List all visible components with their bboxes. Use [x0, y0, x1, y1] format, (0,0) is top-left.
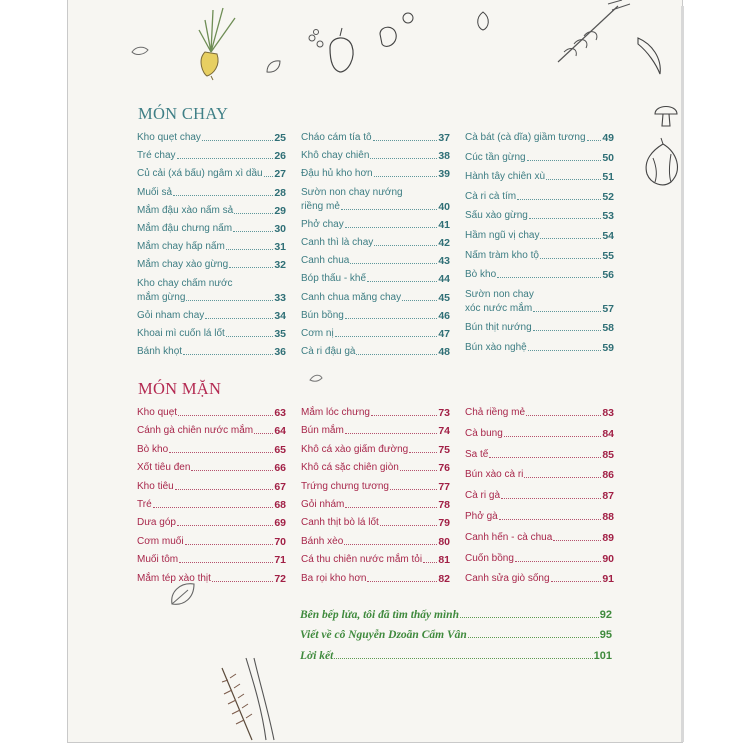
toc-page-number: 46 [438, 309, 450, 322]
toc-entry-title: Cà bát (cà dĩa) giầm tương [465, 132, 586, 143]
toc-entry-title: Sa tế [465, 448, 489, 460]
toc-entry[interactable] [137, 481, 286, 493]
toc-page-number: 69 [274, 517, 286, 530]
chili-doodle [634, 34, 668, 78]
toc-page-number: 85 [602, 448, 614, 461]
leader-dots [341, 209, 437, 210]
toc-entry[interactable] [465, 322, 614, 334]
leader-dots [468, 637, 599, 638]
toc-page-number: 42 [438, 237, 450, 249]
toc-page-number: 55 [602, 249, 614, 262]
leader-dots [489, 457, 601, 458]
toc-entry-title: Cánh gà chiên nước mắm [137, 425, 254, 437]
toc-entry-title: Sườn non chay nướng [301, 186, 403, 198]
toc-entry[interactable] [137, 223, 286, 235]
toc-entry[interactable] [465, 269, 614, 281]
toc-page-number: 67 [274, 480, 286, 493]
leader-dots [344, 544, 437, 545]
toc-entry[interactable] [301, 462, 450, 474]
rosemary-doodle [218, 654, 288, 743]
herbs-doodle [548, 0, 638, 70]
toc-entry-title-cont: xóc nước mắm [465, 302, 533, 314]
leader-dots [524, 477, 601, 478]
leader-dots [367, 281, 437, 282]
toc-entry[interactable] [301, 219, 450, 231]
toc-entry-title: Trứng chưng tương [301, 480, 389, 492]
toc-entry-title: Canh chua [301, 255, 350, 267]
toc-entry[interactable] [465, 342, 614, 354]
toc-entry[interactable] [465, 230, 614, 242]
toc-entry[interactable] [137, 241, 286, 253]
toc-entry[interactable] [301, 554, 450, 566]
toc-entry[interactable] [301, 481, 450, 493]
toc-entry-title: Mắm chay xào gừng [137, 259, 229, 271]
toc-page-number: 26 [274, 150, 286, 163]
toc-page-number: 30 [274, 223, 286, 235]
toc-entry[interactable] [137, 462, 286, 474]
toc-page-number: 41 [438, 218, 450, 231]
toc-page-number: 59 [602, 342, 614, 354]
vegetables-doodle [300, 8, 420, 78]
toc-entry[interactable] [137, 407, 286, 419]
leader-dots [517, 199, 601, 200]
section-title-man: MÓN MẶN [138, 379, 222, 398]
toc-entry[interactable] [465, 449, 614, 461]
toc-entry-title: Khoai mì cuốn lá lốt [137, 328, 225, 339]
leader-dots [177, 158, 274, 159]
leader-dots [226, 249, 273, 250]
toc-entry[interactable] [137, 328, 286, 340]
toc-entry[interactable] [301, 328, 450, 340]
toc-page-number: 52 [602, 190, 614, 203]
toc-entry[interactable] [301, 536, 450, 548]
leader-dots [229, 267, 273, 268]
leader-dots [460, 617, 599, 618]
extra-entry[interactable] [300, 629, 612, 641]
extra-title: Lời kết [300, 650, 334, 662]
leader-dots [205, 318, 273, 319]
toc-page-number: 87 [602, 490, 614, 503]
toc-entry-title: Củ cải (xá bấu) ngâm xì dầu [137, 168, 263, 180]
toc-entry[interactable] [465, 407, 614, 419]
leader-dots [373, 140, 438, 141]
toc-entry-title: Chả riềng mẻ [465, 407, 526, 418]
toc-page-number: 35 [274, 328, 286, 340]
toc-page-number: 68 [274, 499, 286, 511]
toc-entry[interactable] [465, 191, 614, 203]
toc-entry[interactable] [301, 201, 450, 213]
toc-page-number: 56 [602, 269, 614, 282]
toc-entry[interactable] [465, 250, 614, 262]
toc-entry[interactable] [465, 532, 614, 544]
toc-entry-title: Kho tiêu [137, 480, 174, 492]
toc-entry[interactable] [301, 255, 450, 267]
toc-page-number: 58 [602, 322, 614, 335]
toc-page-number: 81 [438, 554, 450, 567]
leader-dots [540, 238, 601, 239]
leader-dots [183, 354, 273, 355]
leader-dots [175, 489, 274, 490]
toc-page-number: 38 [438, 150, 450, 163]
leader-dots [587, 140, 602, 141]
toc-entry-title: Kho chay chấm nước [137, 277, 233, 289]
toc-entry-title: Cá thu chiên nước mắm tỏi [301, 554, 423, 566]
leader-dots [526, 415, 601, 416]
toc-entry-title: Cơm nị [301, 328, 334, 339]
toc-entry-title: Mắm tép xào thịt [137, 572, 211, 584]
toc-page-number: 71 [274, 554, 286, 567]
toc-entry[interactable] [301, 150, 450, 162]
toc-page-number: 65 [274, 443, 286, 456]
toc-page-number: 77 [438, 480, 450, 493]
toc-entry-title: Mắm đậu xào nấm sả [137, 204, 234, 216]
leaf-doodle-3 [473, 10, 493, 32]
toc-entry-title: Muối sả [137, 186, 173, 198]
leader-dots [178, 415, 273, 416]
toc-entry[interactable] [301, 132, 450, 144]
toc-page-number: 90 [602, 552, 614, 565]
toc-entry-title: Bò kho [465, 269, 497, 281]
toc-entry-title: Khô cá sặc chiên giòn [301, 462, 399, 474]
book-page [67, 0, 683, 743]
toc-entry-title: Sườn non chay [465, 288, 534, 300]
toc-page-number: 34 [274, 309, 286, 322]
toc-entry[interactable] [137, 499, 286, 511]
toc-page-number: 47 [438, 328, 450, 340]
leaf-doodle-2 [264, 58, 284, 76]
leader-dots [546, 179, 601, 180]
toc-entry-title: Bún bồng [301, 309, 344, 321]
toc-entry[interactable] [137, 132, 286, 144]
toc-entry-title: Canh thì là chay [301, 237, 374, 248]
toc-entry[interactable] [137, 310, 286, 322]
leader-dots [402, 300, 437, 301]
leader-dots [370, 158, 437, 159]
extra-page: 95 [599, 629, 612, 641]
toc-entry-title: Cháo cám tía tô [301, 132, 372, 143]
leader-dots [234, 213, 273, 214]
toc-entry-title: Khô chay chiên [301, 150, 370, 162]
toc-entry-title: Bò kho [137, 443, 169, 455]
toc-entry-title: Bánh khọt [137, 346, 183, 358]
toc-entry[interactable] [137, 168, 286, 180]
section-title-chay: MÓN CHAY [138, 104, 229, 123]
toc-entry-title: Bún thịt nướng [465, 322, 532, 334]
toc-entry-title: Cà bung [465, 427, 503, 439]
toc-entry[interactable] [301, 444, 450, 456]
toc-entry[interactable] [301, 407, 450, 419]
toc-page-number: 48 [438, 346, 450, 359]
toc-entry[interactable] [137, 205, 286, 217]
toc-page-number: 73 [438, 407, 450, 419]
toc-entry-title: Tré [137, 499, 152, 510]
leader-dots [529, 218, 601, 219]
toc-entry-title: Bún xào cà ri [465, 469, 524, 481]
toc-entry-title: Cà ri đậu gà [301, 346, 356, 358]
toc-page-number: 33 [274, 291, 286, 304]
toc-entry-title: Bánh xèo [301, 535, 344, 547]
toc-entry-title: Bún xào nghệ [465, 342, 527, 353]
toc-page-number: 72 [274, 572, 286, 585]
toc-entry-title: Cuốn bồng [465, 552, 514, 564]
toc-entry[interactable] [137, 346, 286, 358]
toc-entry[interactable] [465, 490, 614, 502]
toc-entry[interactable] [465, 303, 614, 315]
toc-entry[interactable] [465, 132, 614, 144]
toc-page-number: 27 [274, 168, 286, 181]
toc-entry-title: Kho quẹt [137, 407, 178, 418]
toc-page-number: 89 [602, 531, 614, 544]
toc-page-number: 37 [438, 132, 450, 144]
leader-dots [202, 140, 273, 141]
toc-entry-line1 [465, 289, 614, 301]
toc-entry-title: Khô cá xào giấm đường [301, 443, 409, 455]
toc-page-number: 74 [438, 425, 450, 438]
toc-entry-title: Gỏi nham chay [137, 309, 205, 321]
toc-entry[interactable] [137, 292, 286, 304]
toc-page-number: 76 [438, 462, 450, 475]
leader-dots [533, 311, 601, 312]
toc-entry[interactable] [137, 150, 286, 162]
toc-page-number: 83 [602, 407, 614, 419]
toc-entry-title: Hầm ngũ vị chay [465, 230, 540, 241]
leader-dots [501, 498, 601, 499]
leader-dots [374, 176, 438, 177]
toc-entry[interactable] [137, 536, 286, 548]
toc-entry[interactable] [465, 469, 614, 481]
leader-dots [497, 277, 601, 278]
toc-page-number: 91 [602, 573, 614, 586]
leader-dots [409, 452, 437, 453]
toc-page-number: 84 [602, 427, 614, 440]
toc-entry-title: Xốt tiêu đen [137, 462, 191, 474]
leader-dots [499, 519, 602, 520]
toc-page-number: 70 [274, 535, 286, 548]
toc-entry[interactable] [137, 187, 286, 199]
toc-entry-title: Gỏi nhám [301, 499, 345, 510]
leader-dots [356, 354, 437, 355]
leader-dots [553, 540, 601, 541]
leader-dots [233, 231, 273, 232]
toc-page-number: 80 [438, 535, 450, 548]
toc-entry-title: Muối tôm [137, 554, 179, 566]
toc-entry[interactable] [465, 171, 614, 183]
toc-page-number: 32 [274, 259, 286, 272]
toc-entry[interactable] [301, 292, 450, 304]
leader-dots [551, 581, 602, 582]
toc-page-number: 54 [602, 230, 614, 242]
toc-entry-line1 [301, 187, 450, 199]
toc-page-number: 50 [602, 151, 614, 164]
leader-dots [380, 525, 437, 526]
toc-entry-title-cont: mắm gừng [137, 291, 186, 303]
toc-entry-title: Canh thịt bò lá lốt [301, 517, 379, 529]
toc-page-number: 28 [274, 186, 286, 199]
toc-entry[interactable] [301, 425, 450, 437]
leader-dots [350, 263, 437, 264]
toc-page-number: 64 [274, 425, 286, 438]
toc-entry[interactable] [301, 237, 450, 249]
toc-entry[interactable] [301, 168, 450, 180]
toc-entry-title-cont: riềng mẻ [301, 200, 340, 212]
mushroom-doodle [651, 100, 681, 130]
leader-dots [177, 525, 273, 526]
toc-entry[interactable] [301, 310, 450, 322]
leader-dots [515, 561, 601, 562]
toc-page-number: 31 [274, 241, 286, 254]
leader-dots [335, 336, 438, 337]
leader-dots [226, 336, 273, 337]
leader-dots [169, 452, 273, 453]
toc-page-number: 40 [438, 200, 450, 213]
toc-entry-title: Ba rọi kho hơn [301, 572, 367, 584]
toc-entry-title: Đậu hủ kho hơn [301, 168, 373, 180]
leader-dots [191, 470, 273, 471]
toc-entry-line1 [137, 278, 286, 290]
toc-entry[interactable] [137, 554, 286, 566]
toc-page-number: 25 [274, 132, 286, 144]
toc-page-number: 44 [438, 273, 450, 286]
extra-entry[interactable] [300, 650, 612, 662]
toc-page-number: 88 [602, 511, 614, 523]
toc-entry-title: Tré chay [137, 150, 176, 162]
toc-entry[interactable] [301, 273, 450, 285]
leader-dots [390, 489, 437, 490]
leader-dots [367, 581, 437, 582]
toc-page-number: 43 [438, 255, 450, 268]
extra-entry[interactable] [300, 609, 612, 621]
leader-dots [254, 433, 273, 434]
toc-entry-title: Canh sửa giò sống [465, 573, 550, 585]
toc-entry-title: Dưa góp [137, 517, 176, 529]
toc-page-number: 82 [438, 572, 450, 585]
leader-dots [185, 544, 274, 545]
leader-dots [504, 436, 602, 437]
toc-page-number: 79 [438, 517, 450, 530]
toc-page-number: 63 [274, 407, 286, 419]
leader-dots [179, 562, 273, 563]
extra-title: Viết về cô Nguyễn Dzoãn Cẩm Vân [300, 629, 467, 641]
toc-entry[interactable] [465, 428, 614, 440]
toc-entry-title: Cơm muối [137, 535, 184, 547]
toc-entry-title: Canh hến - cà chua [465, 531, 553, 543]
extra-page: 101 [593, 650, 612, 662]
leader-dots [153, 507, 274, 508]
leader-dots [345, 507, 437, 508]
toc-page-number: 53 [602, 210, 614, 223]
leader-dots [423, 562, 437, 563]
toc-entry[interactable] [301, 573, 450, 585]
toc-entry[interactable] [137, 517, 286, 529]
leader-dots [345, 318, 437, 319]
toc-entry-title: Hành tây chiên xù [465, 171, 546, 183]
leader-dots [371, 415, 437, 416]
toc-entry-title: Mắm đậu chưng nấm [137, 223, 233, 234]
toc-entry[interactable] [465, 152, 614, 164]
leader-dots [528, 350, 602, 351]
toc-entry[interactable] [301, 346, 450, 358]
toc-page-number: 39 [438, 168, 450, 181]
radish-doodle [183, 0, 253, 80]
toc-page-number: 51 [602, 171, 614, 184]
toc-entry[interactable] [137, 573, 286, 585]
leader-dots [173, 195, 273, 196]
toc-entry-title: Phở chay [301, 218, 344, 230]
toc-page-number: 75 [438, 443, 450, 456]
toc-entry-title: Bún mắm [301, 425, 344, 437]
leader-dots [186, 300, 273, 301]
toc-page-number: 49 [602, 132, 614, 144]
leader-dots [540, 258, 601, 259]
toc-entry-title: Cà ri gà [465, 490, 501, 502]
toc-page-number: 57 [602, 302, 614, 315]
toc-page-number: 36 [274, 346, 286, 359]
toc-page-number: 78 [438, 499, 450, 511]
leader-dots [212, 581, 273, 582]
toc-entry-title: Mắm lóc chưng [301, 407, 370, 418]
toc-entry[interactable] [137, 444, 286, 456]
toc-entry-title: Canh chua măng chay [301, 291, 402, 303]
toc-entry[interactable] [137, 425, 286, 437]
extra-title: Bên bếp lửa, tôi đã tìm thấy mình [300, 609, 459, 621]
toc-entry-title: Kho quẹt chay [137, 132, 201, 143]
toc-entry[interactable] [301, 517, 450, 529]
toc-entry-title: Mắm chay hấp nấm [137, 241, 225, 253]
toc-entry[interactable] [465, 573, 614, 585]
page-edge-shadow [681, 6, 684, 742]
leader-dots [400, 470, 437, 471]
toc-entry-title: Cà ri cà tím [465, 190, 517, 202]
leader-dots [345, 227, 438, 228]
leader-dots [345, 433, 438, 434]
toc-entry[interactable] [465, 553, 614, 565]
toc-page-number: 29 [274, 204, 286, 217]
onion-doodle [643, 138, 683, 190]
toc-entry-title: Sấu xào gừng [465, 210, 528, 222]
toc-entry[interactable] [465, 210, 614, 222]
toc-entry-title: Nấm tràm kho tộ [465, 249, 539, 261]
toc-entry[interactable] [465, 511, 614, 523]
toc-entry-title: Bóp thấu - khế [301, 273, 367, 285]
leader-dots [533, 330, 602, 331]
toc-entry-title: Phở gà [465, 511, 498, 522]
toc-page-number: 66 [274, 462, 286, 475]
leader-dots [527, 160, 602, 161]
toc-entry[interactable] [301, 499, 450, 511]
extra-page: 92 [599, 609, 612, 621]
leader-dots [264, 176, 274, 177]
toc-entry-title: Cúc tần gừng [465, 151, 526, 163]
leader-dots [334, 658, 592, 659]
toc-page-number: 86 [602, 469, 614, 482]
leaf-doodle [130, 44, 150, 58]
leaf-doodle-4 [308, 372, 324, 384]
toc-entry[interactable] [137, 259, 286, 271]
leader-dots [374, 245, 437, 246]
toc-page-number: 45 [438, 291, 450, 304]
